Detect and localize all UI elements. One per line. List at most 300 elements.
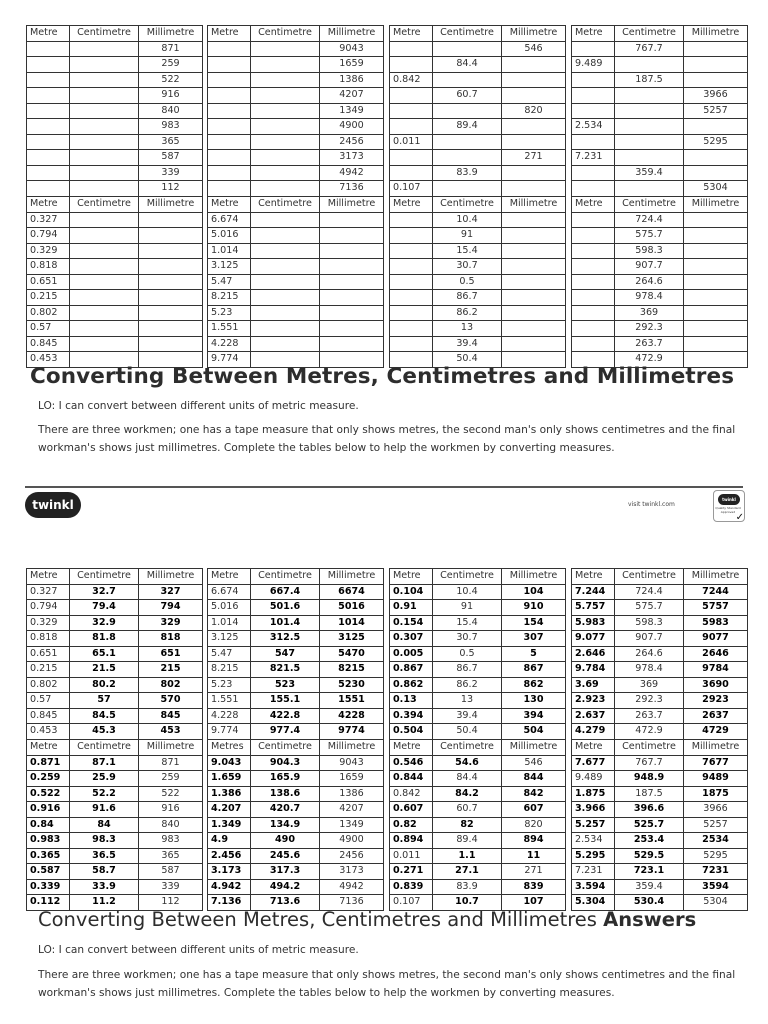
column-header: Centimetre xyxy=(251,26,320,42)
conversion-table xyxy=(207,196,384,368)
table-row xyxy=(208,802,384,818)
table-cell xyxy=(572,72,615,88)
table-cell: 4207 xyxy=(320,802,384,818)
table-cell: 3966 xyxy=(684,88,748,104)
table-cell: 0.842 xyxy=(390,72,433,88)
table-row xyxy=(390,817,566,833)
table-cell: 9.784 xyxy=(572,662,615,678)
table-cell: 7.136 xyxy=(208,895,251,911)
table-row xyxy=(572,833,748,849)
column-header: Millimetre xyxy=(320,740,384,756)
table-cell: 9489 xyxy=(684,771,748,787)
table-row xyxy=(390,600,566,616)
table-cell xyxy=(251,305,320,321)
table-cell: 7231 xyxy=(684,864,748,880)
table-row xyxy=(208,103,384,119)
table-cell: 5257 xyxy=(684,103,748,119)
table-cell: 30.7 xyxy=(433,631,502,647)
table-cell xyxy=(684,321,748,337)
table-row xyxy=(390,336,566,352)
table-cell: 0.13 xyxy=(390,693,433,709)
table-row xyxy=(27,274,203,290)
table-cell: 0.453 xyxy=(27,352,70,368)
table-cell: 504 xyxy=(502,724,566,740)
table-cell xyxy=(615,88,684,104)
table-cell: 91 xyxy=(433,228,502,244)
table-cell: 4.228 xyxy=(208,708,251,724)
column-header: Millimetre xyxy=(320,26,384,42)
table-cell: 1659 xyxy=(320,771,384,787)
table-cell: 575.7 xyxy=(615,600,684,616)
table-cell: 1014 xyxy=(320,615,384,631)
table-cell xyxy=(70,259,139,275)
table-cell: 264.6 xyxy=(615,274,684,290)
table-cell xyxy=(433,150,502,166)
table-row xyxy=(390,88,566,104)
table-row xyxy=(572,693,748,709)
table-cell xyxy=(615,150,684,166)
table-row xyxy=(572,305,748,321)
table-row xyxy=(572,57,748,73)
table-cell: 52.2 xyxy=(70,786,139,802)
table-row xyxy=(390,212,566,228)
table-cell: 0.307 xyxy=(390,631,433,647)
table-cell: 263.7 xyxy=(615,336,684,352)
table-cell xyxy=(70,212,139,228)
table-cell xyxy=(390,119,433,135)
table-cell: 894 xyxy=(502,833,566,849)
table-cell: 842 xyxy=(502,786,566,802)
table-cell: 3.173 xyxy=(208,864,251,880)
table-cell: 948.9 xyxy=(615,771,684,787)
column-header: Metres xyxy=(208,740,251,756)
header-row xyxy=(27,740,203,756)
table-row xyxy=(572,708,748,724)
table-cell: 1.386 xyxy=(208,786,251,802)
column-header: Centimetre xyxy=(70,569,139,585)
table-row xyxy=(208,786,384,802)
table-cell: 2.456 xyxy=(208,848,251,864)
table-row xyxy=(572,631,748,647)
table-cell: 4729 xyxy=(684,724,748,740)
table-row xyxy=(27,88,203,104)
column-header: Millimetre xyxy=(139,569,203,585)
table-cell: 394 xyxy=(502,708,566,724)
table-cell: 0.651 xyxy=(27,274,70,290)
table-cell: 5016 xyxy=(320,600,384,616)
table-cell: 264.6 xyxy=(615,646,684,662)
table-cell: 3.594 xyxy=(572,879,615,895)
table-row xyxy=(27,848,203,864)
table-cell: 7.244 xyxy=(572,584,615,600)
table-row xyxy=(572,103,748,119)
table-cell: 10.4 xyxy=(433,584,502,600)
table-cell: 9.774 xyxy=(208,724,251,740)
table-cell: 5.757 xyxy=(572,600,615,616)
table-cell: 39.4 xyxy=(433,336,502,352)
column-header: Centimetre xyxy=(251,740,320,756)
table-cell: 245.6 xyxy=(251,848,320,864)
table-cell xyxy=(433,134,502,150)
table-cell: 820 xyxy=(502,103,566,119)
table-cell: 30.7 xyxy=(433,259,502,275)
table-cell xyxy=(684,243,748,259)
table-cell: 54.6 xyxy=(433,755,502,771)
table-cell: 3173 xyxy=(320,150,384,166)
table-cell: 2.534 xyxy=(572,119,615,135)
table-row xyxy=(572,134,748,150)
table-cell xyxy=(502,72,566,88)
table-cell: 57 xyxy=(70,693,139,709)
table-cell xyxy=(502,165,566,181)
table-cell: 259 xyxy=(139,57,203,73)
table-row xyxy=(390,41,566,57)
table-cell: 86.7 xyxy=(433,290,502,306)
table-cell xyxy=(27,88,70,104)
table-cell: 2.923 xyxy=(572,693,615,709)
table-cell: 0.651 xyxy=(27,646,70,662)
table-cell: 0.818 xyxy=(27,631,70,647)
table-row xyxy=(572,259,748,275)
table-cell: 983 xyxy=(139,119,203,135)
table-cell: 10.7 xyxy=(433,895,502,911)
table-cell: 472.9 xyxy=(615,724,684,740)
table-cell: 723.1 xyxy=(615,864,684,880)
column-header: Centimetre xyxy=(251,197,320,213)
table-cell: 5.23 xyxy=(208,677,251,693)
table-cell: 4207 xyxy=(320,88,384,104)
table-cell: 523 xyxy=(251,677,320,693)
table-cell: 87.1 xyxy=(70,755,139,771)
table-cell: 0.011 xyxy=(390,848,433,864)
table-cell: 0.271 xyxy=(390,864,433,880)
table-cell: 359.4 xyxy=(615,165,684,181)
table-cell xyxy=(70,305,139,321)
table-cell xyxy=(502,57,566,73)
table-cell: 3690 xyxy=(684,677,748,693)
table-cell: 978.4 xyxy=(615,290,684,306)
table-cell: 6.674 xyxy=(208,212,251,228)
table-row xyxy=(390,802,566,818)
table-cell: 0.522 xyxy=(27,786,70,802)
column-header: Centimetre xyxy=(433,26,502,42)
table-cell: 0.327 xyxy=(27,584,70,600)
column-header: Metre xyxy=(208,26,251,42)
table-row xyxy=(390,584,566,600)
table-cell: 253.4 xyxy=(615,833,684,849)
table-cell xyxy=(27,41,70,57)
column-header: Millimetre xyxy=(320,197,384,213)
table-cell xyxy=(27,119,70,135)
table-cell: 2646 xyxy=(684,646,748,662)
table-cell: 0.845 xyxy=(27,336,70,352)
conversion-table xyxy=(389,25,566,197)
table-cell xyxy=(684,119,748,135)
table-cell: 339 xyxy=(139,165,203,181)
quality-badge xyxy=(713,490,745,522)
table-cell: 4228 xyxy=(320,708,384,724)
table-cell: 112 xyxy=(139,181,203,197)
table-cell xyxy=(208,103,251,119)
table-row xyxy=(390,321,566,337)
table-cell: 9.774 xyxy=(208,352,251,368)
table-cell: 9077 xyxy=(684,631,748,647)
table-cell: 7.231 xyxy=(572,150,615,166)
table-cell xyxy=(208,134,251,150)
table-cell: 83.9 xyxy=(433,165,502,181)
table-cell: 598.3 xyxy=(615,243,684,259)
table-row xyxy=(27,72,203,88)
table-cell: 0.453 xyxy=(27,724,70,740)
table-cell xyxy=(502,259,566,275)
table-row xyxy=(27,305,203,321)
table-cell: 2.637 xyxy=(572,708,615,724)
table-cell: 263.7 xyxy=(615,708,684,724)
table-cell xyxy=(502,212,566,228)
visit-link[interactable]: visit twinkl.com xyxy=(628,501,675,508)
table-cell: 86.7 xyxy=(433,662,502,678)
table-cell xyxy=(251,228,320,244)
table-cell: 5.257 xyxy=(572,817,615,833)
table-cell xyxy=(502,181,566,197)
table-cell xyxy=(251,41,320,57)
table-cell: 0.5 xyxy=(433,274,502,290)
table-cell xyxy=(684,150,748,166)
table-cell xyxy=(139,290,203,306)
table-cell: 292.3 xyxy=(615,693,684,709)
table-cell xyxy=(27,57,70,73)
column-header: Metre xyxy=(572,26,615,42)
table-cell: 0.215 xyxy=(27,662,70,678)
table-cell: 27.1 xyxy=(433,864,502,880)
table-cell xyxy=(572,41,615,57)
table-cell: 312.5 xyxy=(251,631,320,647)
table-cell xyxy=(139,228,203,244)
table-cell: 271 xyxy=(502,150,566,166)
table-row xyxy=(27,802,203,818)
column-header: Centimetre xyxy=(615,26,684,42)
table-cell xyxy=(572,321,615,337)
table-cell xyxy=(502,336,566,352)
table-cell: 1.1 xyxy=(433,848,502,864)
table-cell: 91 xyxy=(433,600,502,616)
table-cell: 6.674 xyxy=(208,584,251,600)
footer-divider xyxy=(25,486,743,488)
table-row xyxy=(572,165,748,181)
table-cell xyxy=(684,259,748,275)
table-cell: 0.983 xyxy=(27,833,70,849)
table-row xyxy=(390,786,566,802)
table-cell: 0.794 xyxy=(27,228,70,244)
table-row xyxy=(27,708,203,724)
table-cell xyxy=(139,274,203,290)
table-cell: 983 xyxy=(139,833,203,849)
table-row xyxy=(572,677,748,693)
table-cell: 79.4 xyxy=(70,600,139,616)
table-cell: 522 xyxy=(139,786,203,802)
table-cell: 50.4 xyxy=(433,352,502,368)
table-row xyxy=(27,150,203,166)
column-header: Millimetre xyxy=(320,569,384,585)
column-header: Centimetre xyxy=(70,26,139,42)
table-row xyxy=(27,677,203,693)
table-cell: 15.4 xyxy=(433,615,502,631)
table-cell xyxy=(70,72,139,88)
table-row xyxy=(27,615,203,631)
table-row xyxy=(572,150,748,166)
table-cell xyxy=(139,321,203,337)
table-cell: 978.4 xyxy=(615,662,684,678)
table-row xyxy=(27,693,203,709)
table-cell: 1.875 xyxy=(572,786,615,802)
table-cell: 80.2 xyxy=(70,677,139,693)
table-cell: 910 xyxy=(502,600,566,616)
table-row xyxy=(208,41,384,57)
table-row xyxy=(572,212,748,228)
table-cell xyxy=(70,57,139,73)
table-row xyxy=(208,771,384,787)
table-row xyxy=(208,848,384,864)
table-cell xyxy=(572,103,615,119)
table-cell xyxy=(572,134,615,150)
table-cell xyxy=(572,336,615,352)
table-row xyxy=(390,771,566,787)
table-cell: 84.5 xyxy=(70,708,139,724)
table-row xyxy=(390,848,566,864)
conversion-table xyxy=(26,25,203,197)
table-cell: 9.489 xyxy=(572,57,615,73)
table-cell: 9774 xyxy=(320,724,384,740)
table-cell: 84.2 xyxy=(433,786,502,802)
table-cell: 5470 xyxy=(320,646,384,662)
header-row xyxy=(390,197,566,213)
table-cell xyxy=(139,243,203,259)
column-header: Millimetre xyxy=(684,740,748,756)
conversion-table xyxy=(571,196,748,368)
table-cell xyxy=(70,336,139,352)
table-row xyxy=(208,274,384,290)
table-row xyxy=(390,305,566,321)
table-cell xyxy=(502,321,566,337)
column-header: Millimetre xyxy=(139,740,203,756)
table-row xyxy=(27,879,203,895)
table-row xyxy=(208,677,384,693)
table-cell: 1.551 xyxy=(208,693,251,709)
table-cell: 501.6 xyxy=(251,600,320,616)
table-cell: 5.295 xyxy=(572,848,615,864)
table-row xyxy=(208,600,384,616)
check-icon: ✓ xyxy=(735,512,744,523)
conversion-table xyxy=(389,196,566,368)
table-cell xyxy=(684,290,748,306)
table-cell xyxy=(433,181,502,197)
table-cell: 598.3 xyxy=(615,615,684,631)
table-cell: 307 xyxy=(502,631,566,647)
table-cell: 365 xyxy=(139,134,203,150)
table-cell: 2.646 xyxy=(572,646,615,662)
table-cell: 4942 xyxy=(320,879,384,895)
table-row xyxy=(572,864,748,880)
table-cell: 0.871 xyxy=(27,755,70,771)
column-header: Centimetre xyxy=(433,740,502,756)
table-cell: 0.607 xyxy=(390,802,433,818)
table-cell: 365 xyxy=(139,848,203,864)
table-row xyxy=(27,584,203,600)
table-cell: 259 xyxy=(139,771,203,787)
table-row xyxy=(27,290,203,306)
table-cell: 5.983 xyxy=(572,615,615,631)
table-row xyxy=(208,879,384,895)
worksheet-title: Converting Between Metres, Centimetres and Millimetres xyxy=(30,364,735,389)
table-row xyxy=(208,864,384,880)
column-header: Centimetre xyxy=(615,569,684,585)
table-cell: 3125 xyxy=(320,631,384,647)
table-cell: 4.942 xyxy=(208,879,251,895)
table-cell xyxy=(615,119,684,135)
table-cell xyxy=(208,72,251,88)
table-cell: 25.9 xyxy=(70,771,139,787)
table-cell xyxy=(684,228,748,244)
table-cell: 845 xyxy=(139,708,203,724)
table-cell: 0.844 xyxy=(390,771,433,787)
table-cell: 187.5 xyxy=(615,72,684,88)
table-cell: 0.84 xyxy=(27,817,70,833)
table-row xyxy=(208,646,384,662)
table-cell xyxy=(208,150,251,166)
answer-table xyxy=(207,739,384,911)
column-header: Millimetre xyxy=(139,26,203,42)
table-cell: 6674 xyxy=(320,584,384,600)
table-cell xyxy=(208,119,251,135)
header-row xyxy=(572,197,748,213)
table-cell: 33.9 xyxy=(70,879,139,895)
table-cell xyxy=(502,88,566,104)
table-cell: 453 xyxy=(139,724,203,740)
table-cell: 494.2 xyxy=(251,879,320,895)
table-cell: 0.339 xyxy=(27,879,70,895)
table-cell: 862 xyxy=(502,677,566,693)
answers-title-bold: Answers xyxy=(603,908,697,931)
table-cell: 1349 xyxy=(320,103,384,119)
table-cell: 5304 xyxy=(684,895,748,911)
conversion-table xyxy=(571,25,748,197)
table-row xyxy=(27,57,203,73)
column-header: Millimetre xyxy=(502,26,566,42)
table-cell: 98.3 xyxy=(70,833,139,849)
table-cell xyxy=(502,243,566,259)
worksheet-intro: There are three workmen; one has a tape measure that only shows metres, the second man's only shows centimetres and the final workman's shows just millimetres. Complete the tables below to help the workmen by converting measures. xyxy=(38,424,736,454)
table-row xyxy=(208,290,384,306)
table-row xyxy=(208,755,384,771)
table-cell xyxy=(208,57,251,73)
table-cell: 3.125 xyxy=(208,631,251,647)
table-cell: 0.546 xyxy=(390,755,433,771)
table-cell: 11 xyxy=(502,848,566,864)
table-cell: 5295 xyxy=(684,848,748,864)
table-cell xyxy=(70,119,139,135)
table-cell xyxy=(320,212,384,228)
table-cell xyxy=(208,181,251,197)
table-cell: 84 xyxy=(70,817,139,833)
table-cell: 7.677 xyxy=(572,755,615,771)
table-row xyxy=(390,864,566,880)
learning-objective: LO: I can convert between different units of metric measure. xyxy=(38,400,359,412)
table-row xyxy=(208,165,384,181)
table-cell: 2534 xyxy=(684,833,748,849)
table-row xyxy=(572,786,748,802)
table-cell: 10.4 xyxy=(433,212,502,228)
table-cell: 839 xyxy=(502,879,566,895)
